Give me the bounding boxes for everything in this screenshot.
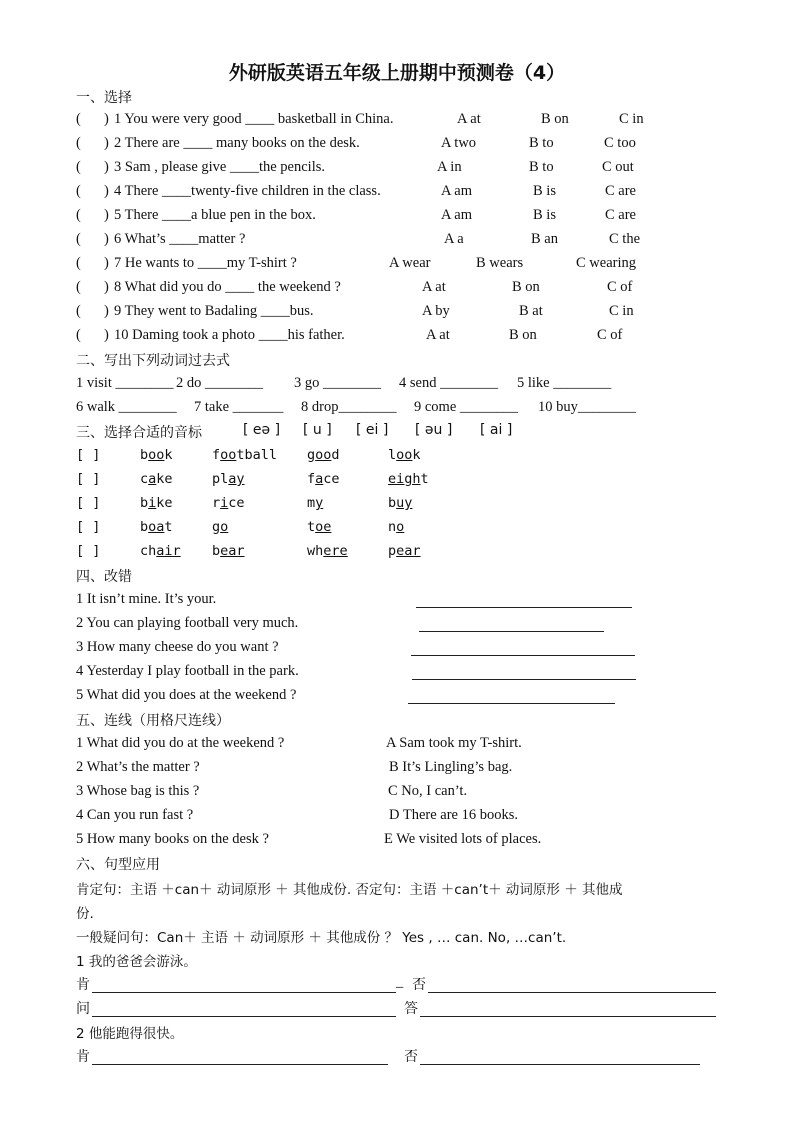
underlined-letters: a [148, 471, 157, 487]
option-a[interactable]: A am [441, 207, 473, 223]
answer-paren-open: ( [76, 303, 81, 319]
word [307, 447, 340, 463]
option-a[interactable]: A at [422, 279, 446, 295]
label-wen: 问 [76, 1001, 90, 1017]
match-question[interactable]: 4 Can you run fast ? [76, 807, 194, 823]
label-da: 答 [404, 1001, 418, 1017]
label-fou-1: 否 [412, 977, 426, 993]
phonetic-symbol: [ u ] [303, 422, 332, 438]
verb-item: 6 walk ________ [76, 399, 177, 415]
answer-line[interactable] [420, 1016, 716, 1017]
word-part: g [307, 447, 316, 463]
error-sentence: 4 Yesterday I play football in the park. [76, 663, 299, 679]
word-part: f [212, 447, 221, 463]
word-part: b [140, 519, 149, 535]
section-4-heading: 四、改错 [76, 569, 132, 585]
option-b[interactable]: B on [512, 279, 540, 295]
word-part: ke [156, 471, 173, 487]
section-5-heading: 五、连线（用格尺连线） [76, 713, 230, 729]
option-c[interactable]: C in [619, 111, 644, 127]
answer-line[interactable] [92, 992, 396, 993]
section-3-heading: 三、选择合适的音标 [76, 425, 202, 441]
verb-item: 10 buy________ [538, 399, 636, 415]
verb-item: 7 take _______ [194, 399, 284, 415]
underlined-letters: oo [315, 447, 332, 463]
option-a[interactable]: A two [441, 135, 477, 151]
word [140, 519, 173, 535]
verb-item: 2 do ________ [176, 375, 263, 391]
underlined-letters: ear [220, 543, 245, 559]
phonetic-symbol: [ ei ] [356, 422, 389, 438]
word [388, 447, 421, 463]
word-part: l [388, 447, 397, 463]
word-part: ce [228, 495, 245, 511]
question-text: 8 What did you do ____ the weekend ? [114, 279, 341, 295]
word [140, 471, 173, 487]
word-part: k [412, 447, 421, 463]
answer-bracket[interactable]: [ ] [76, 495, 101, 511]
underlined-letters: i [220, 495, 229, 511]
phonetic-symbol: [ əu ] [415, 422, 453, 438]
underlined-letters: oo [396, 447, 413, 463]
answer-paren-close: ) [104, 303, 109, 319]
option-b[interactable]: B at [519, 303, 543, 319]
option-c[interactable]: C of [597, 327, 623, 343]
word-part: b [140, 447, 149, 463]
error-sentence: 2 You can playing football very much. [76, 615, 299, 631]
verb-item: 3 go ________ [294, 375, 381, 391]
word [140, 495, 173, 511]
word [212, 471, 245, 487]
rule-question: 一般疑问句：Can＋ 主语 ＋ 动词原形 ＋ 其他成份 ？ Yes , … can. No, …can’t. [76, 930, 567, 946]
underlined-letters: oo [220, 447, 237, 463]
option-c[interactable]: C in [609, 303, 634, 319]
answer-paren-open: ( [76, 135, 81, 151]
answer-paren-close: ) [104, 159, 109, 175]
answer-paren-open: ( [76, 279, 81, 295]
question-text: 6 What’s ____matter ? [114, 231, 246, 247]
answer-line[interactable] [420, 1064, 700, 1065]
underlined-letters: oe [315, 519, 332, 535]
word [388, 519, 404, 535]
verb-item: 5 like ________ [517, 375, 612, 391]
option-b[interactable]: B on [541, 111, 569, 127]
word [388, 543, 421, 559]
underlined-letters: ear [396, 543, 421, 559]
answer-paren-close: ) [104, 231, 109, 247]
answer-bracket[interactable]: [ ] [76, 519, 101, 535]
answer-paren-close: ) [104, 327, 109, 343]
option-c[interactable]: C too [604, 135, 636, 151]
option-c[interactable]: C are [605, 207, 636, 223]
question-text: 4 There ____twenty-five children in the class. [114, 183, 381, 199]
word-part: p [388, 543, 397, 559]
underlined-letters: uy [396, 495, 413, 511]
page-title: 外研版英语五年级上册期中预测卷（4） [228, 62, 566, 84]
rule-continuation: 份. [76, 906, 94, 922]
phonetic-symbol: [ eə ] [243, 422, 281, 438]
word-part: d [331, 447, 340, 463]
answer-line[interactable] [412, 679, 636, 680]
match-answer[interactable]: E We visited lots of places. [384, 831, 542, 847]
option-b[interactable]: B an [531, 231, 558, 247]
answer-line[interactable] [411, 655, 635, 656]
option-a[interactable]: A at [457, 111, 481, 127]
match-answer[interactable]: B It’s Lingling’s bag. [389, 759, 513, 775]
answer-paren-close: ) [104, 111, 109, 127]
option-c[interactable]: C out [602, 159, 634, 175]
answer-paren-close: ) [104, 279, 109, 295]
underlined-letters: o [396, 519, 405, 535]
line-mark: _ [396, 974, 404, 990]
word [212, 519, 228, 535]
word-part: t [307, 519, 316, 535]
word-part: ke [156, 495, 173, 511]
match-question[interactable]: 3 Whose bag is this ? [76, 783, 200, 799]
option-b[interactable]: B on [509, 327, 537, 343]
word [307, 495, 323, 511]
word-part: tball [236, 447, 278, 463]
question-text: 1 You were very good ____ basketball in China. [114, 111, 394, 127]
word [212, 543, 245, 559]
word-part: g [212, 519, 221, 535]
word-part: ce [323, 471, 340, 487]
underlined-letters: a [315, 471, 324, 487]
label-ken-2: 肯 [76, 1049, 90, 1065]
underlined-letters: ere [323, 543, 348, 559]
underlined-letters: eigh [388, 471, 421, 487]
error-sentence: 3 How many cheese do you want ? [76, 639, 279, 655]
word-part: c [140, 471, 149, 487]
option-b[interactable]: B to [529, 135, 554, 151]
verb-item: 8 drop________ [301, 399, 397, 415]
option-c[interactable]: C are [605, 183, 636, 199]
underlined-letters: air [156, 543, 181, 559]
word-part: ch [140, 543, 157, 559]
label-fou-2: 否 [404, 1049, 418, 1065]
verb-item: 1 visit ________ [76, 375, 174, 391]
label-ken-1: 肯 [76, 977, 90, 993]
question-text: 2 There are ____ many books on the desk. [114, 135, 360, 151]
answer-paren-close: ) [104, 255, 109, 271]
option-a[interactable]: A am [441, 183, 473, 199]
section-2-heading: 二、写出下列动词过去式 [76, 353, 230, 369]
option-a[interactable]: A at [426, 327, 450, 343]
question-2: 2 他能跑得很快。 [76, 1026, 184, 1042]
answer-paren-open: ( [76, 255, 81, 271]
question-text: 10 Daming took a photo ____his father. [114, 327, 345, 343]
word [307, 519, 331, 535]
word [388, 495, 412, 511]
option-c[interactable]: C of [607, 279, 633, 295]
answer-line[interactable] [416, 607, 632, 608]
word [212, 447, 277, 463]
match-question[interactable]: 1 What did you do at the weekend ? [76, 735, 285, 751]
question-text: 9 They went to Badaling ____bus. [114, 303, 314, 319]
match-question[interactable]: 2 What’s the matter ? [76, 759, 200, 775]
answer-bracket[interactable]: [ ] [76, 543, 101, 559]
option-c[interactable]: C wearing [576, 255, 636, 271]
word [212, 495, 245, 511]
match-answer[interactable]: A Sam took my T-shirt. [386, 735, 522, 751]
question-text: 7 He wants to ____my T-shirt ? [114, 255, 297, 271]
option-b[interactable]: B is [533, 183, 556, 199]
answer-paren-open: ( [76, 111, 81, 127]
rule-affirmative-negative: 肯定句：主语 ＋can＋ 动词原形 ＋ 其他成份. 否定句：主语 ＋can’t＋ 动词原形 ＋ 其他成 [76, 882, 623, 898]
word-part: pl [212, 471, 229, 487]
underlined-letters: i [148, 495, 157, 511]
word-part: r [212, 495, 221, 511]
word [307, 543, 348, 559]
answer-paren-open: ( [76, 183, 81, 199]
verb-item: 4 send ________ [399, 375, 499, 391]
option-b[interactable]: B wears [476, 255, 524, 271]
answer-line[interactable] [419, 631, 604, 632]
answer-paren-open: ( [76, 207, 81, 223]
answer-paren-open: ( [76, 327, 81, 343]
answer-paren-open: ( [76, 231, 81, 247]
word [388, 471, 429, 487]
error-sentence: 1 It isn’t mine. It’s your. [76, 591, 217, 607]
answer-line[interactable] [408, 703, 615, 704]
verb-item: 9 come ________ [414, 399, 518, 415]
underlined-letters: ay [228, 471, 245, 487]
error-sentence: 5 What did you does at the weekend ? [76, 687, 297, 703]
answer-line[interactable] [92, 1064, 388, 1065]
underlined-letters: oo [148, 447, 165, 463]
answer-paren-open: ( [76, 159, 81, 175]
word-part: t [420, 471, 429, 487]
word-part: f [307, 471, 316, 487]
underlined-letters: oa [148, 519, 165, 535]
option-b[interactable]: B is [533, 207, 556, 223]
answer-paren-close: ) [104, 135, 109, 151]
word-part: b [140, 495, 149, 511]
answer-paren-close: ) [104, 207, 109, 223]
section-6-heading: 六、句型应用 [76, 857, 160, 873]
section-1-heading: 一、选择 [76, 90, 132, 106]
answer-bracket[interactable]: [ ] [76, 447, 101, 463]
word-part: m [307, 495, 316, 511]
word [307, 471, 340, 487]
option-a[interactable]: A by [422, 303, 450, 319]
answer-paren-close: ) [104, 183, 109, 199]
word [140, 447, 173, 463]
answer-line[interactable] [428, 992, 716, 993]
underlined-letters: o [220, 519, 229, 535]
answer-line[interactable] [92, 1016, 396, 1017]
word-part: n [388, 519, 397, 535]
word-part: k [164, 447, 173, 463]
word [140, 543, 181, 559]
option-a[interactable]: A in [437, 159, 462, 175]
option-b[interactable]: B to [529, 159, 554, 175]
match-answer[interactable]: C No, I can’t. [388, 783, 468, 799]
answer-bracket[interactable]: [ ] [76, 471, 101, 487]
word-part: wh [307, 543, 324, 559]
word-part: t [164, 519, 173, 535]
match-question[interactable]: 5 How many books on the desk ? [76, 831, 269, 847]
question-1: 1 我的爸爸会游泳。 [76, 954, 197, 970]
word-part: b [388, 495, 397, 511]
option-c[interactable]: C the [609, 231, 641, 247]
phonetic-symbol: [ ai ] [480, 422, 513, 438]
match-answer[interactable]: D There are 16 books. [389, 807, 518, 823]
question-text: 3 Sam , please give ____the pencils. [114, 159, 326, 175]
option-a[interactable]: A a [444, 231, 464, 247]
underlined-letters: y [315, 495, 324, 511]
word-part: b [212, 543, 221, 559]
option-a[interactable]: A wear [389, 255, 431, 271]
question-text: 5 There ____a blue pen in the box. [114, 207, 316, 223]
